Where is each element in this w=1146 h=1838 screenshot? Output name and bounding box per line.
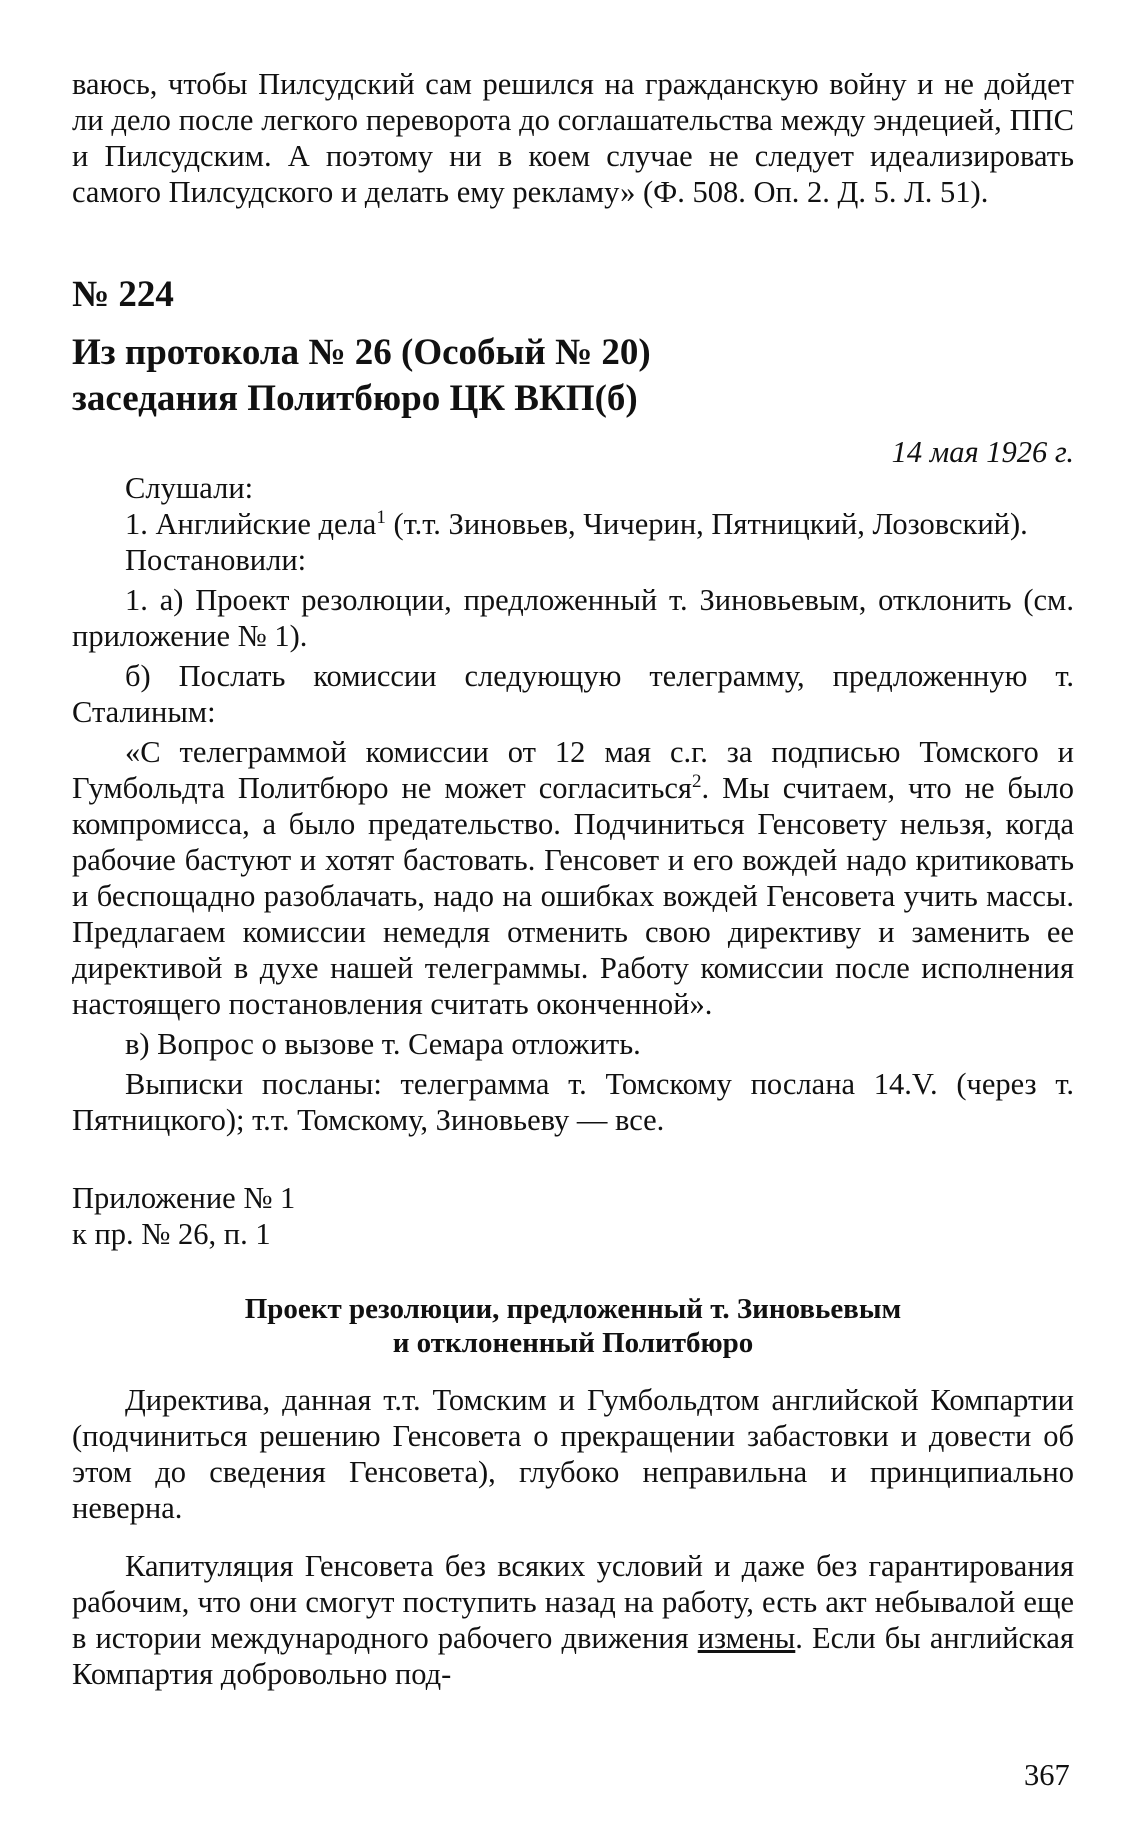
- appendix-line-1: Приложение № 1: [72, 1181, 296, 1215]
- decision-b: б) Послать комиссии следующую телеграмму, предложенную т. Сталиным:: [72, 659, 1074, 729]
- document-title-line-1: Из протокола № 26 (Особый № 20): [72, 332, 651, 373]
- footnote-ref-2: 2: [691, 771, 702, 792]
- intro-paragraph: ваюсь, чтобы Пилсудский сам решился на гражданскую войну и не дойдет ли дело после легкого переворота до соглашательства между эндецией, ППС и Пилсудским. А поэтому ни в коем случае не следует идеализировать самого Пилсудского и делать ему рекламу» (Ф. 508. Оп. 2. Д. 5. Л. 51).: [72, 67, 1074, 209]
- decision-a: 1. а) Проект резолюции, предложенный т. Зиновьевым, отклонить (см. приложение № 1).: [72, 583, 1074, 653]
- draft-title-line-1: Проект резолюции, предложенный т. Зиновьевым: [244, 1293, 902, 1325]
- heard-item-1: [72, 506, 1074, 542]
- page-content: [72, 66, 1074, 1692]
- document-number: № 224: [72, 274, 174, 315]
- page-number: 367: [1024, 1758, 1070, 1792]
- draft-paragraph-1: Директива, данная т.т. Томским и Гумбольдтом английской Компартии (подчиниться решению Генсовета о прекращении забастовки и довести об этом до сведения Генсовета), глубоко неправильна и принципиально неверна.: [72, 1383, 1074, 1525]
- heard-item-text-b: (т.т. Зиновьев, Чичерин, Пятницкий, Лозовский).: [385, 507, 1028, 541]
- telegram-text-a: «С телеграммой комиссии от 12 мая с.г. за подписью Томского и Гумбольдта Политбюро не может согласиться: [72, 735, 1074, 805]
- footnote-ref-1: 1: [376, 507, 386, 528]
- draft-resolution-title: [72, 1292, 1074, 1360]
- telegram-text: [72, 734, 1074, 1022]
- document-title: [72, 330, 1074, 422]
- draft-paragraph-2-a: Капитуляция Генсовета без всяких условий и даже без гарантирования рабочим, что они смогут поступить назад на работу, есть акт небывалой еще в истории международного рабочего движения: [72, 1549, 1074, 1655]
- draft-paragraph-2: [72, 1548, 1074, 1692]
- heard-item-text-a: 1. Английские дела: [125, 507, 377, 541]
- telegram-text-b: . Мы считаем, что не было компромисса, а было предательство. Подчиниться Генсовету нельзя, когда рабочие бастуют и хотят бастовать. Генсовет и его вождей надо критиковать и беспощадно разоблачать, надо на ошибках вождей Генсовета учить массы. Предлагаем комиссии немедля отменить свою директиву и заменить ее директивой в духе нашей телеграммы. Работу комиссии после исполнения настоящего постановления считать оконченной».: [72, 771, 1075, 1021]
- decision-c: в) Вопрос о вызове т. Семара отложить.: [125, 1027, 641, 1061]
- appendix-line-2: к пр. № 26, п. 1: [72, 1217, 271, 1251]
- heard-label: Слушали:: [125, 471, 254, 505]
- draft-title-line-2: и отклоненный Политбюро: [392, 1327, 754, 1359]
- decided-label: Постановили:: [125, 543, 307, 577]
- document-title-line-2: заседания Политбюро ЦК ВКП(б): [72, 378, 638, 419]
- appendix-reference: [72, 1180, 1074, 1252]
- underlined-word: измены: [697, 1621, 796, 1655]
- extracts-sent: Выписки посланы: телеграмма т. Томскому послана 14.V. (через т. Пятницкого); т.т. Томскому, Зиновьеву — все.: [72, 1067, 1074, 1137]
- draft-paragraph-2-b: . Если бы английская Компартия добровольно под-: [72, 1621, 1074, 1691]
- document-date: 14 мая 1926 г.: [891, 435, 1074, 469]
